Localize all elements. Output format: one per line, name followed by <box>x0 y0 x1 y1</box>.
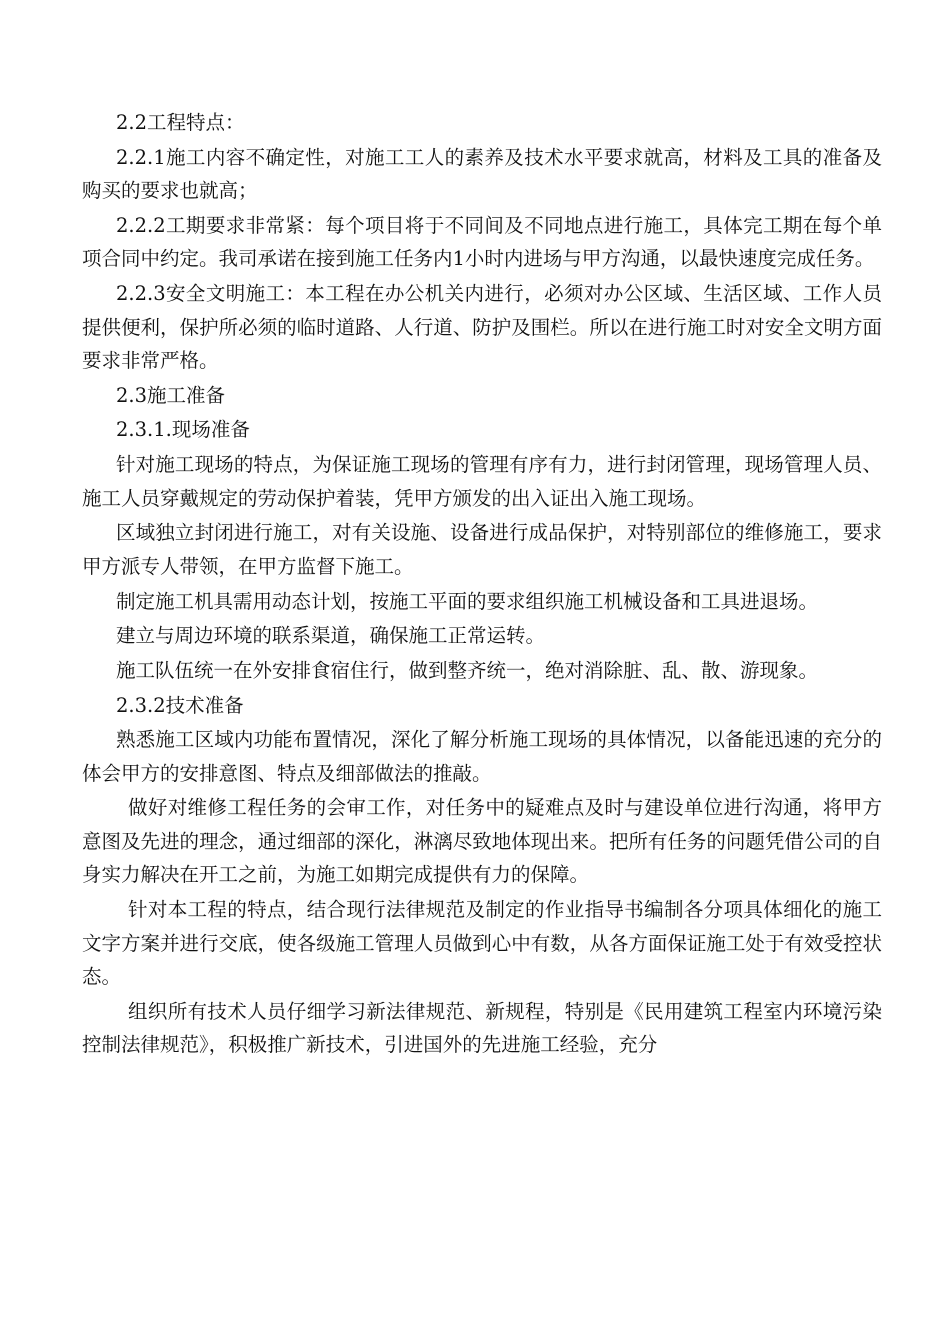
paragraph-2-2-3: 2.2.3安全文明施工：本工程在办公机关内进行，必须对办公区域、生活区域、工作人员提供便利，保护所必须的临时道路、人行道、防护及围栏。所以在进行施工时对安全文明方面要求非常严格。 <box>82 282 882 373</box>
paragraph-equipment-plan: 制定施工机具需用动态计划，按施工平面的要求组织施工机械设备和工具进退场。 <box>116 589 819 613</box>
paragraph-2-2-2: 2.2.2工期要求非常紧：每个项目将于不同间及不同地点进行施工，具体完工期在每个单项合同中约定。我司承诺在接到施工任务内1小时内进场与甲方沟通，以最快速度完成任务。 <box>82 213 882 271</box>
paragraph-method-statement: 针对本工程的特点，结合现行法律规范及制定的作业指导书编制各分项具体细化的施工文字方案并进行交底，使各级施工管理人员做到心中有数，从各方面保证施工处于有效受控状态。 <box>82 898 882 989</box>
paragraph-communication-channel: 建立与周边环境的联系渠道，确保施工正常运转。 <box>116 624 546 648</box>
section-heading-2-3-2: 2.3.2技术准备 <box>116 693 244 717</box>
paragraph-layout-study: 熟悉施工区域内功能布置情况，深化了解分析施工现场的具体情况，以备能迅速的充分的体会甲方的安排意图、特点及细部做法的推敲。 <box>82 728 882 785</box>
paragraph-site-management: 针对施工现场的特点，为保证施工现场的管理有序有力，进行封闭管理，现场管理人员、施工人员穿戴规定的劳动保护着装，凭甲方颁发的出入证出入施工现场。 <box>82 453 882 510</box>
paragraph-staff-training: 组织所有技术人员仔细学习新法律规范、新规程，特别是《民用建筑工程室内环境污染控制法律规范》，积极推广新技术，引进国外的先进施工经验，充分 <box>82 999 882 1057</box>
paragraph-task-review: 做好对维修工程任务的会审工作，对任务中的疑难点及时与建设单位进行沟通，将甲方意图及先进的理念，通过细部的深化，淋漓尽致地体现出来。把所有任务的问题凭借公司的自身实力解决在开工之前，为施工如期完成提供有力的保障。 <box>82 796 882 887</box>
section-heading-2-2: 2.2工程特点： <box>116 111 245 134</box>
paragraph-area-isolation: 区域独立封闭进行施工，对有关设施、设备进行成品保护，对特别部位的维修施工，要求甲方派专人带领，在甲方监督下施工。 <box>82 521 882 578</box>
document-page <box>82 106 882 1063</box>
paragraph-team-lodging: 施工队伍统一在外安排食宿住行，做到整齐统一，绝对消除脏、乱、散、游现象。 <box>116 658 819 682</box>
paragraph-2-2-1: 2.2.1施工内容不确定性，对施工工人的素养及技术水平要求就高，材料及工具的准备及购买的要求也就高； <box>82 145 882 203</box>
section-heading-2-3-1: 2.3.1.现场准备 <box>116 418 250 442</box>
section-heading-2-3: 2.3施工准备 <box>116 383 226 407</box>
